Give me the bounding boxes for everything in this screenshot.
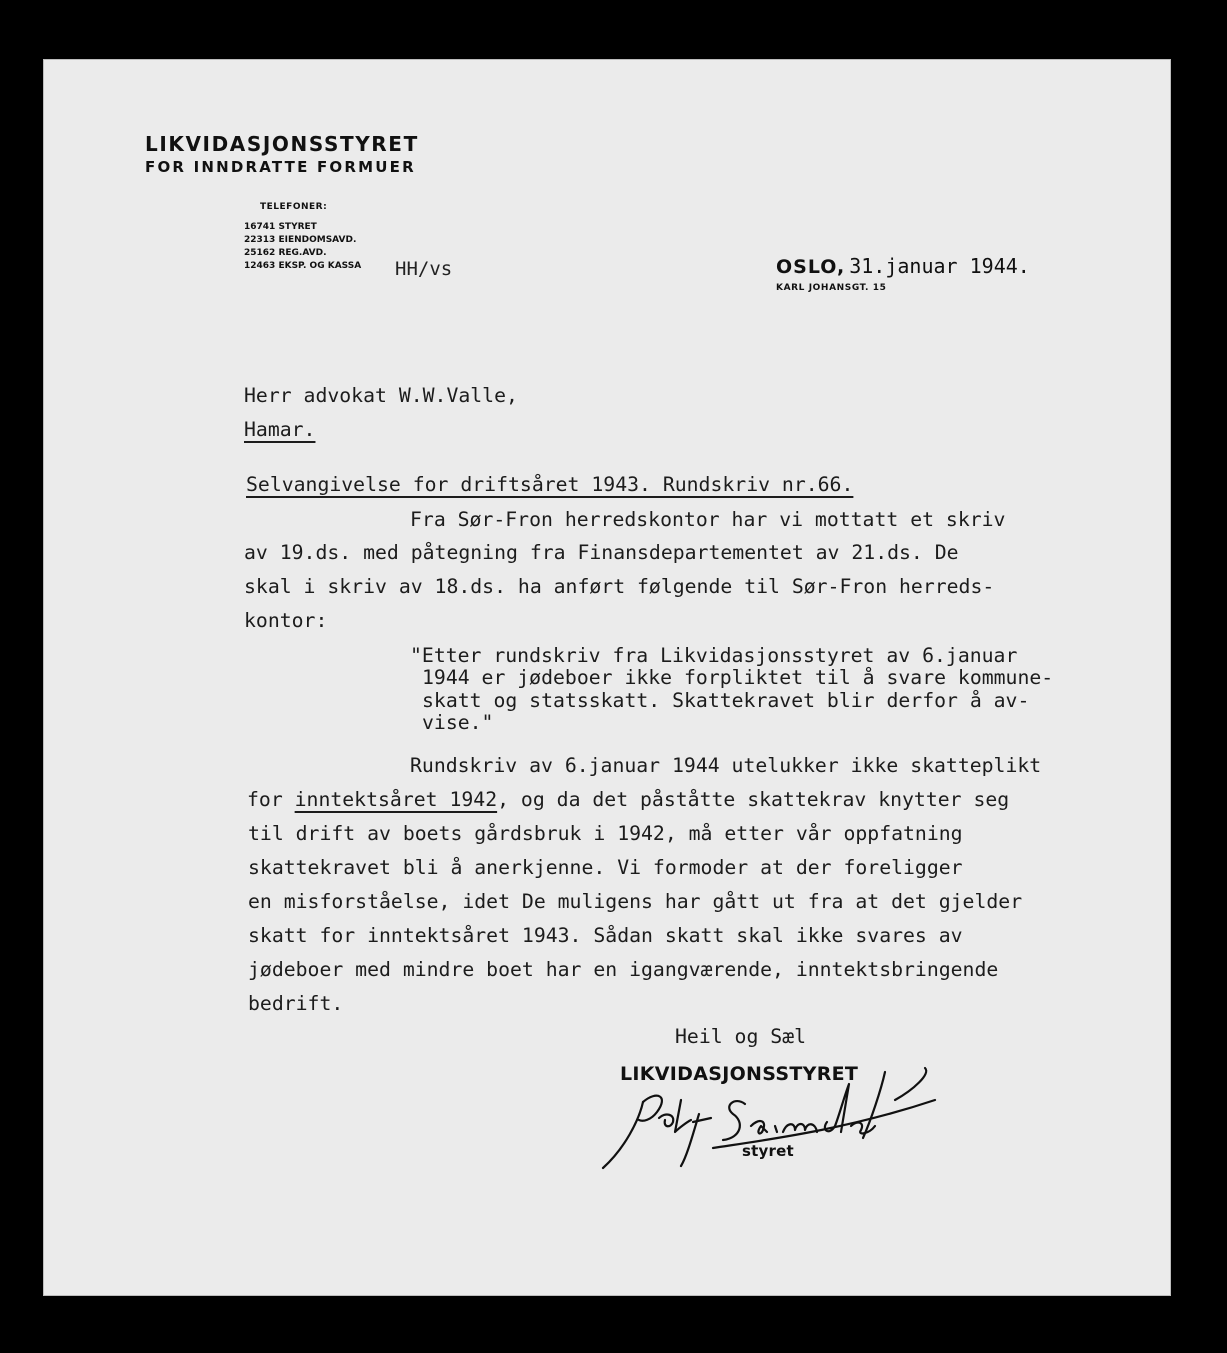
street-address: KARL JOHANSGT. 15 (776, 283, 887, 293)
org-subtitle: FOR INNDRATTE FORMUER (145, 158, 416, 176)
body-line: Fra Sør-Fron herredskontor har vi mottatt et skriv (410, 508, 1006, 531)
body-text: , og da det påståtte skattekrav knytter seg (497, 788, 1010, 811)
body-line: en misforståelse, idet De muligens har gått ut fra at det gjelder (248, 890, 1023, 913)
phone-line: 25162 REG.AVD. (244, 248, 327, 258)
body-text: for (247, 788, 295, 811)
quote-line: 1944 er jødeboer ikke forpliktet til å svare kommune- (422, 666, 1054, 689)
reference-initials: HH/vs (395, 258, 453, 280)
body-line: kontor: (244, 609, 328, 632)
phone-list (244, 201, 361, 273)
body-line: skatt for inntektsåret 1943. Sådan skatt skal ikke svares av (248, 924, 963, 947)
phone-line: 16741 STYRET (244, 222, 317, 232)
underlined-phrase: inntektsåret 1942 (294, 788, 498, 811)
signature-stamp-org: LIKVIDASJONSSTYRET (620, 1063, 859, 1085)
phone-line: 12463 EKSP. OG KASSA (244, 261, 362, 271)
quote-line: vise." (422, 711, 494, 734)
phones-title: TELEFONER: (260, 202, 328, 212)
body-line: skal i skriv av 18.ds. ha anført følgende til Sør-Fron herreds- (244, 575, 995, 598)
body-line: av 19.ds. med påtegning fra Finansdepartementet av 21.ds. De (244, 541, 959, 564)
salutation: Heil og Sæl (675, 1025, 807, 1048)
body-line: jødeboer med mindre boet har en igangværende, inntektsbringende (248, 958, 999, 981)
dateline (776, 254, 1030, 278)
body-line: til drift av boets gårdsbruk i 1942, må etter vår oppfatning (248, 822, 963, 845)
city: OSLO, (776, 256, 846, 278)
recipient-name: Herr advokat W.W.Valle, (244, 384, 518, 407)
quote-line: "Etter rundskriv fra Likvidasjonsstyret av 6.januar (410, 644, 1018, 667)
quote-line: skatt og statsskatt. Skattekravet blir derfor å av- (422, 689, 1030, 712)
body-line: Rundskriv av 6.januar 1944 utelukker ikke skatteplikt (410, 754, 1042, 777)
subject-line: Selvangivelse for driftsåret 1943. Rundskriv nr.66. (246, 473, 854, 496)
signature-role: styret (742, 1142, 794, 1160)
letter-date: 31.januar 1944. (849, 254, 1030, 278)
recipient-city: Hamar. (244, 418, 316, 441)
org-name: LIKVIDASJONSSTYRET (145, 132, 419, 156)
body-line: skattekravet bli å anerkjenne. Vi formoder at der foreligger (248, 856, 963, 879)
letterhead-org (145, 134, 419, 175)
body-line (247, 790, 1009, 810)
body-line: bedrift. (248, 992, 344, 1015)
phone-line: 22313 EIENDOMSAVD. (244, 235, 357, 245)
